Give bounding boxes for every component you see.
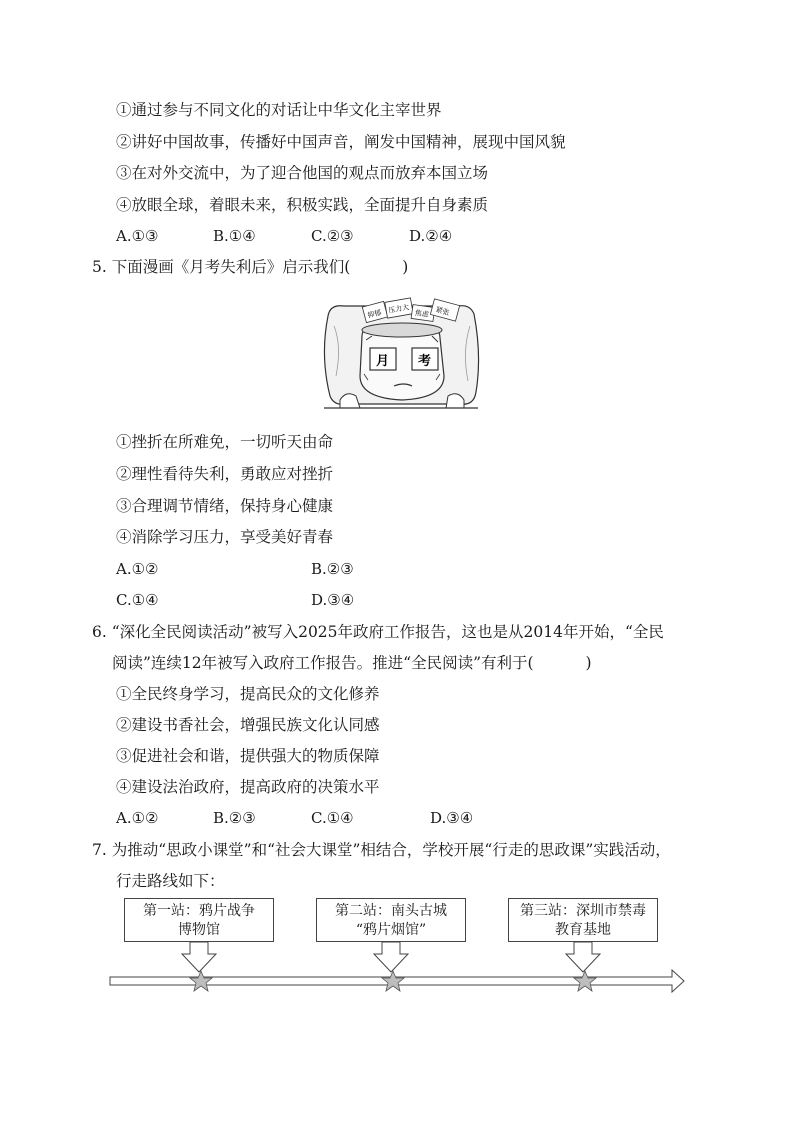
pointer-3 (566, 942, 600, 972)
q5-item-2: ②理性看待失利，勇敢应对挫折 (116, 465, 334, 483)
q7-stem-text-1: 为推动“思政小课堂”和“社会大课堂”相结合，学校开展“行走的思政课”实践活动， (111, 841, 671, 859)
q5-option-a: A.①② (116, 560, 159, 578)
route-diagram (108, 898, 688, 998)
q4-option-a: A.①③ (116, 227, 159, 245)
q5-number: 5. (92, 258, 107, 276)
q6-stem-line-1 (92, 622, 664, 642)
q4-option-d: D.②④ (409, 227, 453, 245)
q6-option-a: A.①② (116, 809, 159, 827)
left-eye-label: 月 (376, 354, 390, 369)
right-hand (446, 394, 464, 408)
q6-item-1: ①全民终身学习，提高民众的文化修养 (116, 685, 380, 703)
station-1-line-2: 博物馆 (178, 922, 220, 938)
q6-item-4: ④建设法治政府，提高政府的决策水平 (116, 778, 380, 796)
q4-item-3: ③在对外交流中，为了迎合他国的观点而放弃本国立场 (116, 164, 489, 182)
q6-number: 6. (92, 623, 107, 641)
station-2-line-1: 第二站：南头古城 (335, 903, 447, 919)
q5-item-1: ①挫折在所难免，一切听天由命 (116, 433, 334, 451)
station-3-line-2: 教育基地 (555, 922, 611, 938)
tag-stress: 压力大 (387, 303, 410, 315)
q6-stem-text-2: 阅读”连续12年被写入政府工作报告。推进“全民阅读”有利于( (112, 654, 534, 672)
q7-stem-line-1 (92, 840, 671, 860)
tag-nervous: 紧张 (434, 305, 451, 318)
q5-stem-text: 下面漫画《月考失利后》启示我们( (111, 258, 351, 276)
star-1 (190, 971, 212, 991)
q4-item-1: ①通过参与不同文化的对话让中华文化主宰世界 (116, 101, 442, 119)
q5-close-paren: ) (402, 258, 409, 276)
q4-item-2: ②讲好中国故事，传播好中国声音，阐发中国精神，展现中国风貌 (116, 133, 566, 151)
q5-option-c: C.①④ (116, 591, 159, 609)
cartoon-after-monthly-exam (320, 296, 482, 416)
q4-option-b: B.①④ (213, 227, 256, 245)
tag-anxiety: 焦虑 (414, 308, 430, 319)
tag-depressed: 抑郁 (366, 308, 383, 320)
station-pointers (182, 942, 600, 972)
q5-stem (92, 257, 408, 277)
q4-item-4: ④放眼全球，着眼未来，积极实践，全面提升自身素质 (116, 196, 489, 214)
q5-item-4: ④消除学习压力，享受美好青春 (116, 528, 334, 546)
q6-stem-line-2 (112, 653, 592, 673)
q7-stem-line-2: 行走路线如下： (116, 872, 225, 890)
q6-item-2: ②建设书香社会，增强民族文化认同感 (116, 716, 380, 734)
q4-option-c: C.②③ (311, 227, 354, 245)
q6-option-d: D.③④ (430, 809, 474, 827)
station-2-line-2: “鸦片烟馆” (355, 922, 427, 938)
q5-option-b: B.②③ (311, 560, 354, 578)
star-2 (382, 971, 404, 991)
station-3-line-1: 第三站：深圳市禁毒 (520, 903, 646, 919)
head-opening (362, 323, 442, 337)
q5-item-3: ③合理调节情绪，保持身心健康 (116, 497, 334, 515)
q6-stem-text-1: “深化全民阅读活动”被写入2025年政府工作报告，这也是从2014年开始，“全民 (111, 623, 664, 641)
q5-option-d: D.③④ (311, 591, 355, 609)
route-arrows (108, 898, 688, 998)
pointer-1 (182, 942, 216, 972)
right-eye-label: 考 (418, 354, 432, 369)
q6-option-c: C.①④ (311, 809, 354, 827)
q7-number: 7. (92, 841, 107, 859)
star-3 (574, 971, 596, 991)
q6-option-b: B.②③ (213, 809, 256, 827)
q6-close-paren: ) (585, 654, 592, 672)
q6-item-3: ③促进社会和谐，提供强大的物质保障 (116, 747, 380, 765)
pointer-2 (374, 942, 408, 972)
station-1-line-1: 第一站：鸦片战争 (143, 903, 255, 919)
